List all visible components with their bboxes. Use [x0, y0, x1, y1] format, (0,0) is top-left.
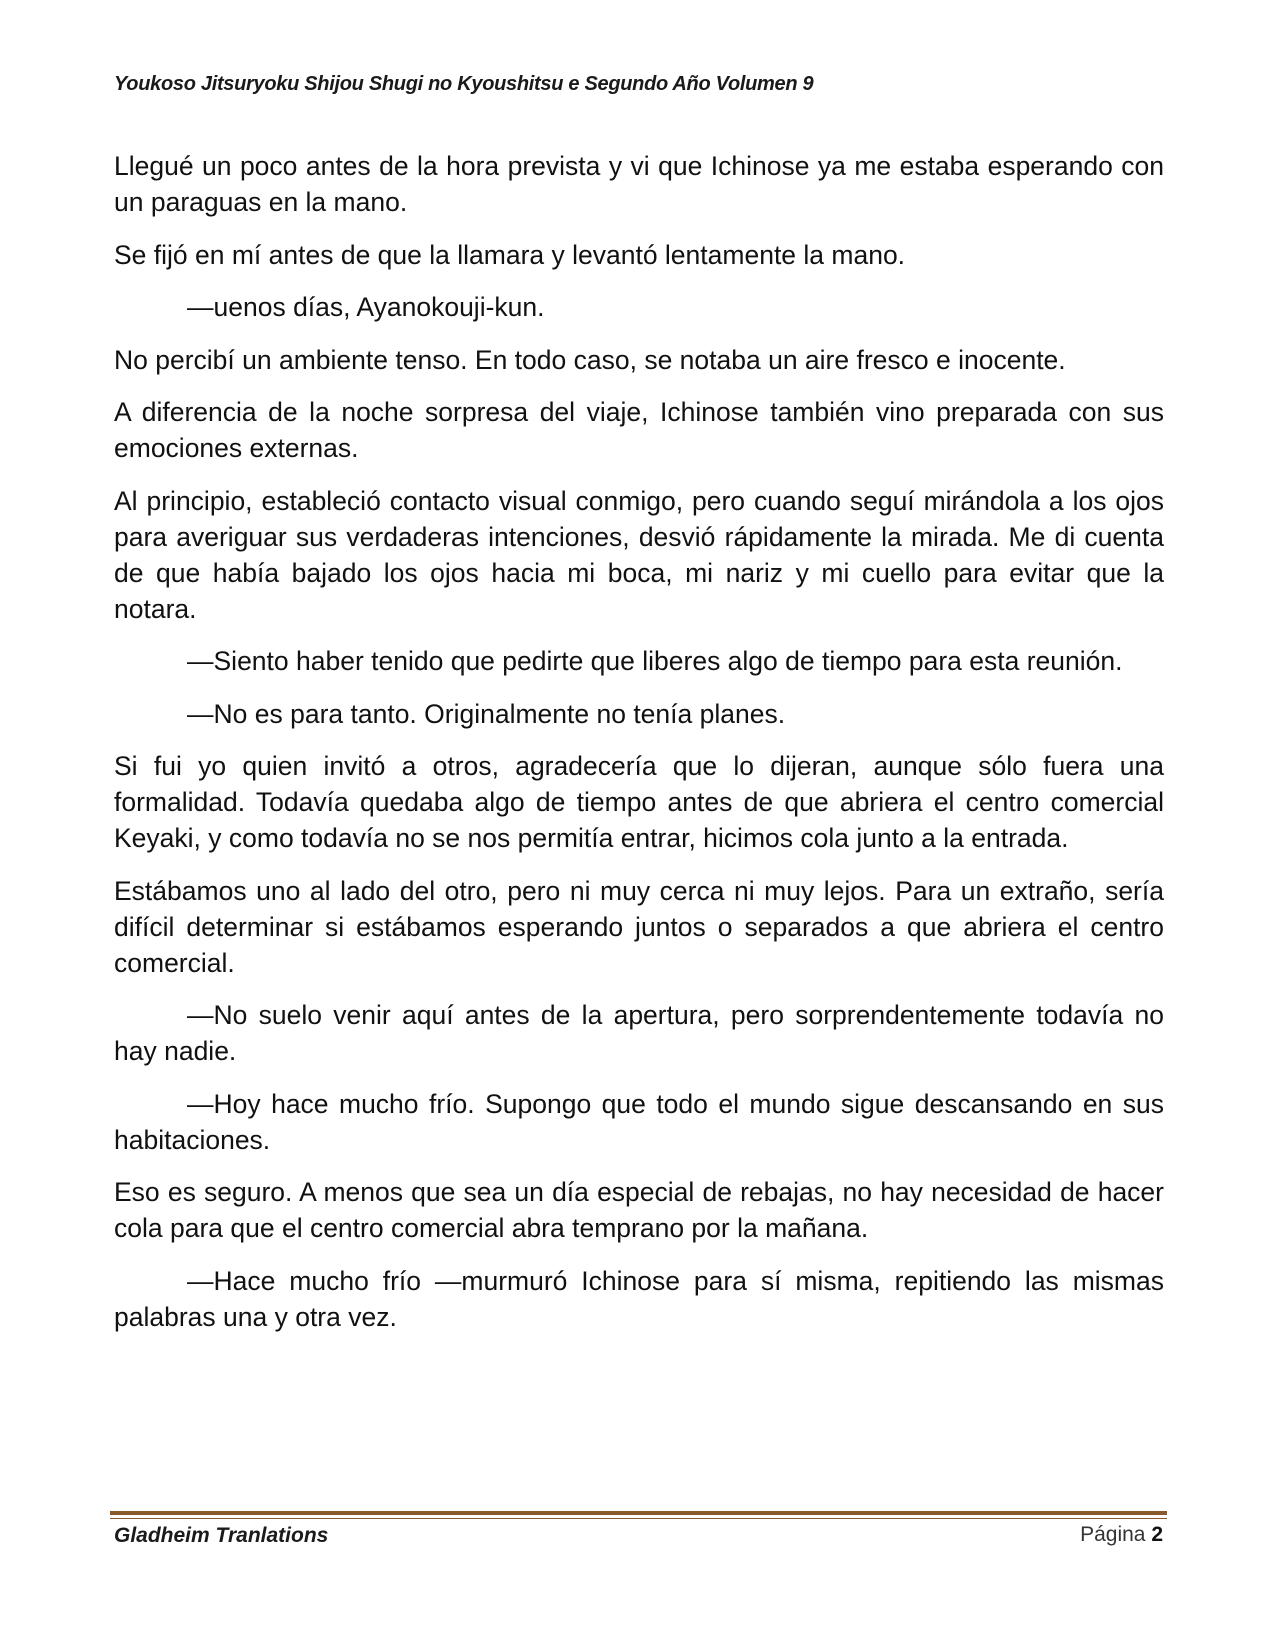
paragraph: A diferencia de la noche sorpresa del viaje, Ichinose también vino preparada con sus emociones externas.	[114, 397, 1164, 463]
paragraph: Estábamos uno al lado del otro, pero ni muy cerca ni muy lejos. Para un extraño, sería difícil determinar si estábamos esperando juntos o separados a que abriera el centro comercial.	[114, 875, 1164, 978]
paragraph: Eso es seguro. A menos que sea un día especial de rebajas, no hay necesidad de hacer cola para que el centro comercial abra temprano por la mañana.	[114, 1177, 1164, 1243]
dialogue-line: —uenos días, Ayanokouji-kun.	[187, 292, 545, 322]
paragraph: Si fui yo quien invitó a otros, agradecería que lo dijeran, aunque sólo fuera una formalidad. Todavía quedaba algo de tiempo antes de que abriera el centro comercial Keyaki, y como todavía no se nos permitía entrar, hicimos cola junto a la entrada.	[114, 751, 1164, 853]
running-header-title: Youkoso Jitsuryoku Shijou Shugi no Kyoushitsu e Segundo Año Volumen 9	[114, 73, 814, 95]
footer-divider-thin	[110, 1518, 1167, 1519]
footer-divider	[110, 1511, 1167, 1515]
page-indicator	[1080, 1523, 1163, 1547]
page-label: Página	[1080, 1523, 1146, 1546]
dialogue-line: —Hoy hace mucho frío. Supongo que todo el mundo sigue descansando en sus habitaciones.	[114, 1088, 1164, 1155]
document-body	[114, 148, 1164, 1351]
dialogue-line: —Hace mucho frío —murmuró Ichinose para sí misma, repitiendo las mismas palabras una y otra vez.	[114, 1265, 1164, 1332]
footer-credit: Gladheim Tranlations	[114, 1524, 329, 1547]
dialogue-line: —No es para tanto. Originalmente no tenía planes.	[187, 698, 786, 729]
dialogue-line: —No suelo venir aquí antes de la apertura, pero sorprendentemente todavía no hay nadie.	[114, 1000, 1164, 1066]
paragraph: Se fijó en mí antes de que la llamara y levantó lentamente la mano.	[114, 239, 906, 270]
paragraph: Al principio, estableció contacto visual conmigo, pero cuando seguí mirándola a los ojos para averiguar sus verdaderas intenciones, desvió rápidamente la mirada. Me di cuenta de que había bajado los ojos hacia mi boca, mi nariz y mi cuello para evitar que la notara.	[114, 485, 1164, 624]
paragraph: Llegué un poco antes de la hora prevista y vi que Ichinose ya me estaba esperando con un paraguas en la mano.	[114, 151, 1164, 217]
page-number: 2	[1151, 1523, 1163, 1546]
paragraph: No percibí un ambiente tenso. En todo caso, se notaba un aire fresco e inocente.	[114, 344, 1066, 375]
dialogue-line: —Siento haber tenido que pedirte que liberes algo de tiempo para esta reunión.	[187, 646, 1123, 676]
